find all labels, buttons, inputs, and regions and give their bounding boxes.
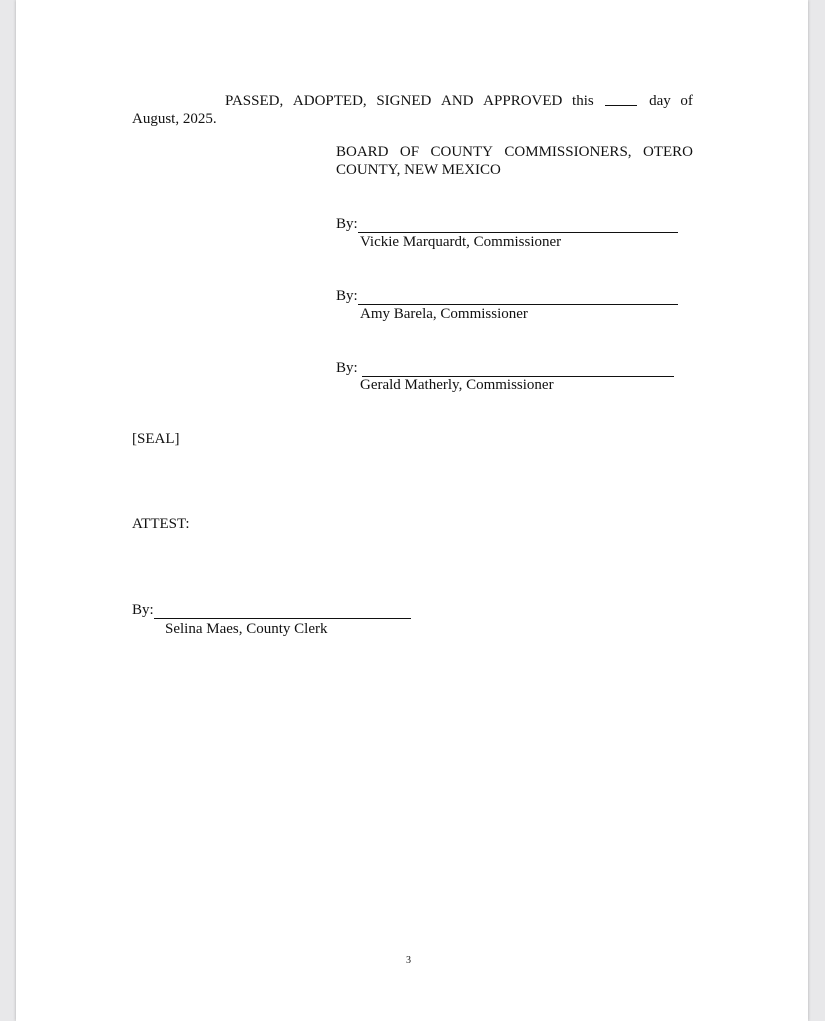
signature-blank-line xyxy=(362,362,674,377)
board-heading-line-2: COUNTY, NEW MEXICO xyxy=(336,162,501,178)
otero-word: OTERO xyxy=(642,144,693,160)
attest-signature-by-line xyxy=(132,601,411,619)
signature-by-line xyxy=(336,287,678,305)
signature-by-line xyxy=(336,359,674,377)
signatory-name: Vickie Marquardt, Commissioner xyxy=(360,234,562,250)
by-label: By: xyxy=(336,288,358,304)
signature-blank-line xyxy=(358,290,678,305)
passed-word: PASSED, xyxy=(225,93,284,109)
board-heading-line-1 xyxy=(336,143,693,161)
day-blank-line xyxy=(605,92,637,106)
board-word: BOARD xyxy=(336,144,389,160)
of-word: of xyxy=(680,93,693,109)
of-word: OF xyxy=(399,144,420,160)
signature-blank-line xyxy=(154,604,411,619)
day-word: day xyxy=(649,93,671,109)
signatory-name: Amy Barela, Commissioner xyxy=(360,306,528,322)
this-word: this xyxy=(572,93,594,109)
by-label: By: xyxy=(336,216,358,232)
by-label: By: xyxy=(336,360,358,376)
resolution-date: August, 2025. xyxy=(132,111,217,127)
document-page xyxy=(16,0,808,1021)
signature-blank-line xyxy=(358,218,678,233)
by-label: By: xyxy=(132,602,154,618)
adopted-word: ADOPTED, xyxy=(292,93,367,109)
signature-by-line xyxy=(336,215,678,233)
signed-word: SIGNED xyxy=(376,93,432,109)
seal-placeholder: [SEAL] xyxy=(132,431,180,447)
resolution-passed-line xyxy=(225,92,693,110)
commissioners-word: COMMISSIONERS, xyxy=(504,144,632,160)
and-word: AND xyxy=(441,93,474,109)
approved-word: APPROVED xyxy=(483,93,563,109)
signatory-name: Gerald Matherly, Commissioner xyxy=(360,377,554,393)
page-number: 3 xyxy=(406,955,411,966)
attest-label: ATTEST: xyxy=(132,516,190,532)
county-word: COUNTY xyxy=(430,144,494,160)
clerk-name: Selina Maes, County Clerk xyxy=(165,621,328,637)
